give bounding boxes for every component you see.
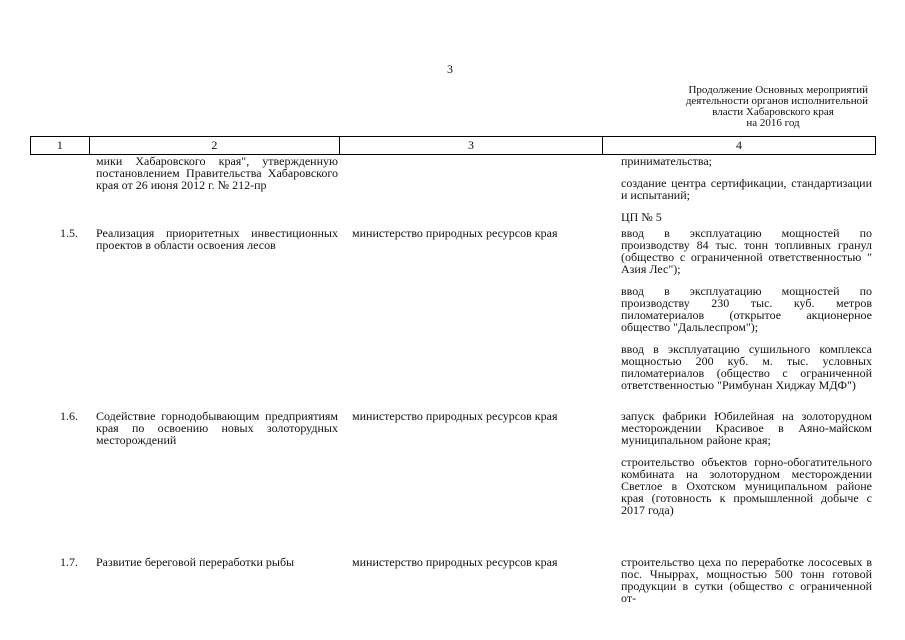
heading-line: на 2016 год [746, 117, 800, 129]
row-responsible [338, 155, 601, 227]
table-row [30, 155, 876, 227]
document-heading [608, 85, 868, 129]
row-number: 1.7. [60, 555, 78, 569]
row-activity: мики Хабаровского края", утвержденную постановлением Правительства Хабаровского края от 26 июня 2012 г. № 212-пр [96, 154, 338, 192]
row-results [601, 410, 876, 556]
result-item: создание центра сертификации, стандартизации и испытаний; [621, 176, 872, 202]
table-row [30, 556, 876, 616]
row-number [30, 155, 88, 227]
table-row [30, 410, 876, 556]
column-header: 2 [89, 137, 339, 154]
heading-line: деятельности органов исполнительной [685, 95, 868, 107]
result-item: ввод в эксплуатацию сушильного комплекса мощностью 200 куб. м. тыс. условных пиломатериалов (общество с ограниченной ответственностью "Римбунан Хиджау МДФ") [621, 342, 872, 392]
page-number: 3 [447, 62, 453, 76]
row-results [601, 556, 876, 616]
result-item: запуск фабрики Юбилейная на золоторудном месторождении Красивое в Аяно-майском муниципальном районе края; [621, 409, 872, 447]
column-header: 1 [30, 137, 89, 154]
table-body [30, 155, 876, 616]
heading-line: власти Хабаровского края [712, 106, 834, 118]
row-responsible: министерство природных ресурсов края [352, 409, 558, 423]
row-results [601, 227, 876, 410]
column-header: 4 [602, 137, 876, 154]
column-header: 3 [339, 137, 602, 154]
table-row [30, 227, 876, 410]
row-number: 1.6. [60, 409, 78, 423]
row-number: 1.5. [60, 226, 78, 240]
result-item: ЦП № 5 [621, 210, 662, 224]
result-item: принимательства; [621, 154, 712, 168]
result-item: ввод в эксплуатацию мощностей по производству 230 тыс. куб. метров пиломатериалов (открытое акционерное общество "Дальлеспром"); [621, 284, 872, 334]
result-item: ввод в эксплуатацию мощностей по производству 84 тыс. тонн топливных гранул (общество с ограниченной ответственностью " Азия Лес"); [621, 226, 872, 276]
row-activity: Развитие береговой переработки рыбы [96, 555, 295, 569]
row-results [601, 155, 876, 227]
row-activity: Содействие горнодобывающим предприятиям края по освоению новых золоторудных месторождений [96, 409, 338, 447]
row-responsible: министерство природных ресурсов края [352, 226, 558, 240]
row-activity: Реализация приоритетных инвестиционных проектов в области освоения лесов [96, 226, 338, 252]
table-header [30, 136, 876, 155]
result-item: строительство объектов горно-обогатительного комбината на золоторудном месторождении Светлое в Охотском муниципальном районе края (готовность к промышленной добыче с 2017 года) [621, 455, 872, 517]
heading-line: Продолжение Основных мероприятий [688, 84, 868, 96]
result-item: строительство цеха по переработке лососевых в пос. Чныррах, мощностью 500 тонн готовой продукции в сутки (общество с ограниченной от- [621, 555, 872, 605]
row-responsible: министерство природных ресурсов края [352, 555, 558, 569]
